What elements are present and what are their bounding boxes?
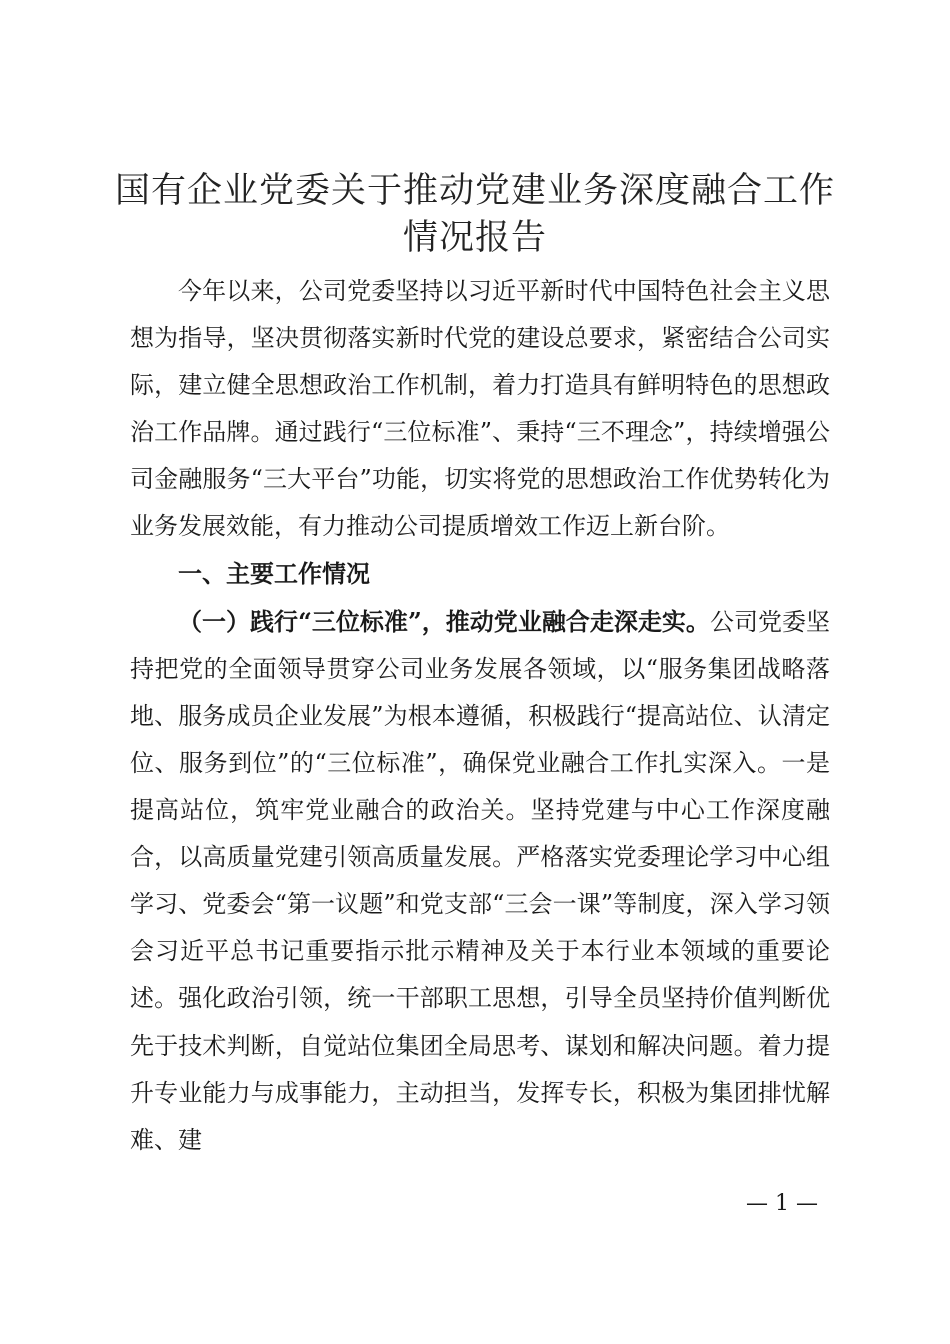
section-heading-main-work: 一、主要工作情况 (178, 559, 370, 588)
document-title-line-2: 情况报告 (402, 218, 547, 258)
document-title-line-1: 国有企业党委关于推动党建业务深度融合工作 (114, 171, 835, 211)
subsection-body-text: 公司党委坚持把党的全面领导贯穿公司业务发展各领域，以“服务集团战略落地、服务成员企业发展”为根本遵循，积极践行“提高站位、认清定位、服务到位”的“三位标准”，确保党业融合工作扎实深入。一是提高站位，筑牢党业融合的政治关。坚持党建与中心工作深度融合，以高质量党建引领高质量发展。严格落实党委理论学习中心组学习、党委会“第一议题”和党支部“三会一课”等制度，深入学习领会习近平总书记重要指示批示精神及关于本行业本领域的重要论述。强化政治引领，统一干部职工思想，引导全员坚持价值判断优先于技术判断，自觉站位集团全局思考、谋划和解决问题。着力提升专业能力与成事能力，主动担当，发挥专长，积极为集团排忧解难、建 (130, 607, 831, 1154)
subsection-lead-heading: （一）践行“三位标准”，推动党业融合走深走实。 (178, 606, 710, 636)
subsection-paragraph-three-standards (130, 598, 830, 1164)
intro-paragraph: 今年以来，公司党委坚持以习近平新时代中国特色社会主义思想为指导，坚决贯彻落实新时代党的建设总要求，紧密结合公司实际，建立健全思想政治工作机制，着力打造具有鲜明特色的思想政治工作品牌。通过践行“三位标准”、秉持“三不理念”，持续增强公司金融服务“三大平台”功能，切实将党的思想政治工作优势转化为业务发展效能，有力推动公司提质增效工作迈上新台阶。 (130, 277, 830, 541)
document-body (130, 268, 830, 1164)
page-number: — 1 — (746, 1191, 818, 1216)
